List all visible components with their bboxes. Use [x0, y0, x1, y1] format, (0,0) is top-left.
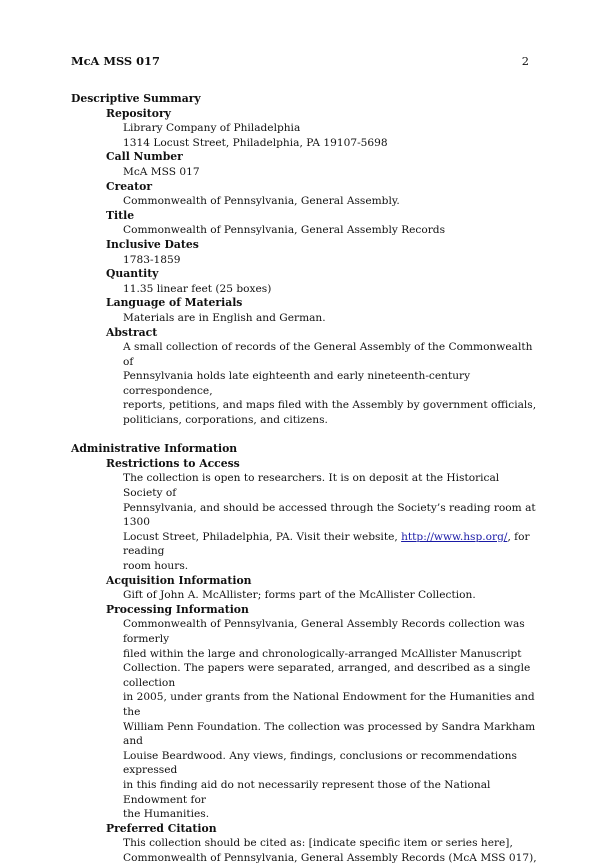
field-value: reports, petitions, and maps filed with the Assembly by government officials, [123, 399, 537, 412]
text: Locust Street, Philadelphia, PA. Visit their website, [123, 530, 402, 543]
field-label-abstract: Abstract [106, 325, 158, 339]
field-value: 11.35 linear feet (25 boxes) [123, 282, 272, 295]
field-label-processing: Processing Information [106, 602, 249, 616]
descriptive-summary-fields [106, 107, 541, 428]
field-value-with-link [123, 530, 541, 559]
field-label-restrictions: Restrictions to Access [106, 456, 240, 470]
field-label-title: Title [106, 208, 135, 222]
field-value: This collection should be cited as: [indicate specific item or series here], [123, 837, 513, 850]
field-label-call-number: Call Number [106, 150, 183, 164]
field-label-acquisition: Acquisition Information [106, 573, 252, 587]
text: , for reading [123, 530, 530, 558]
field-value: Louise Beardwood. Any views, findings, conclusions or recommendations expressed [123, 749, 517, 777]
field-value: A small collection of records of the General Assembly of the Commonwealth of [123, 341, 533, 368]
field-label-inclusive-dates: Inclusive Dates [106, 237, 199, 251]
field-value: Materials are in English and German. [123, 311, 326, 324]
field-value: McA MSS 017 [123, 165, 200, 178]
field-value: room hours. [123, 560, 189, 572]
field-value: in this finding aid do not necessarily represent those of the National Endowment for [123, 778, 491, 806]
field-label-quantity: Quantity [106, 267, 159, 281]
page-header [71, 54, 529, 68]
field-value: 1314 Locust Street, Philadelphia, PA 19107-5698 [123, 136, 388, 149]
field-label-repository: Repository [106, 106, 171, 120]
call-number-header: McA MSS 017 [71, 54, 160, 68]
field-value: filed within the large and chronologically-arranged McAllister Manuscript [123, 647, 522, 660]
field-label-preferred-citation: Preferred Citation [106, 821, 217, 835]
field-value: 1783-1859 [123, 253, 181, 266]
hsp-website-link[interactable]: http://www.hsp.org/ [401, 530, 508, 543]
field-value: Commonwealth of Pennsylvania, General Assembly Records (McA MSS 017), [123, 851, 537, 864]
field-value: the Humanities. [123, 808, 210, 821]
field-label-creator: Creator [106, 179, 153, 193]
section-title-descriptive-summary: Descriptive Summary [71, 92, 201, 105]
field-value: Gift of John A. McAllister; forms part of the McAllister Collection. [123, 589, 476, 602]
field-value: William Penn Foundation. The collection was processed by Sandra Markham and [123, 720, 536, 748]
spacer [71, 428, 541, 443]
field-value: Commonwealth of Pennsylvania, General Assembly. [123, 195, 400, 208]
field-value: Pennsylvania holds late eighteenth and early nineteenth-century correspondence, [123, 370, 471, 397]
administrative-information-fields [106, 457, 541, 865]
finding-aid-content [71, 92, 541, 865]
page-number: 2 [521, 54, 529, 68]
field-value: politicians, corporations, and citizens. [123, 414, 328, 427]
field-value: Commonwealth of Pennsylvania, General Assembly Records [123, 224, 446, 237]
field-value: Commonwealth of Pennsylvania, General Assembly Records collection was formerly [123, 618, 525, 645]
field-value: Pennsylvania, and should be accessed through the Society’s reading room at 1300 [123, 501, 536, 529]
field-value: Collection. The papers were separated, arranged, and described as a single collection [123, 662, 531, 689]
field-value: The collection is open to researchers. It is on deposit at the Historical Society of [123, 472, 500, 500]
section-title-administrative-information: Administrative Information [71, 442, 238, 456]
field-value: in 2005, under grants from the National Endowment for the Humanities and the [123, 691, 535, 718]
field-value: Library Company of Philadelphia [123, 122, 301, 135]
field-label-language: Language of Materials [106, 296, 243, 310]
